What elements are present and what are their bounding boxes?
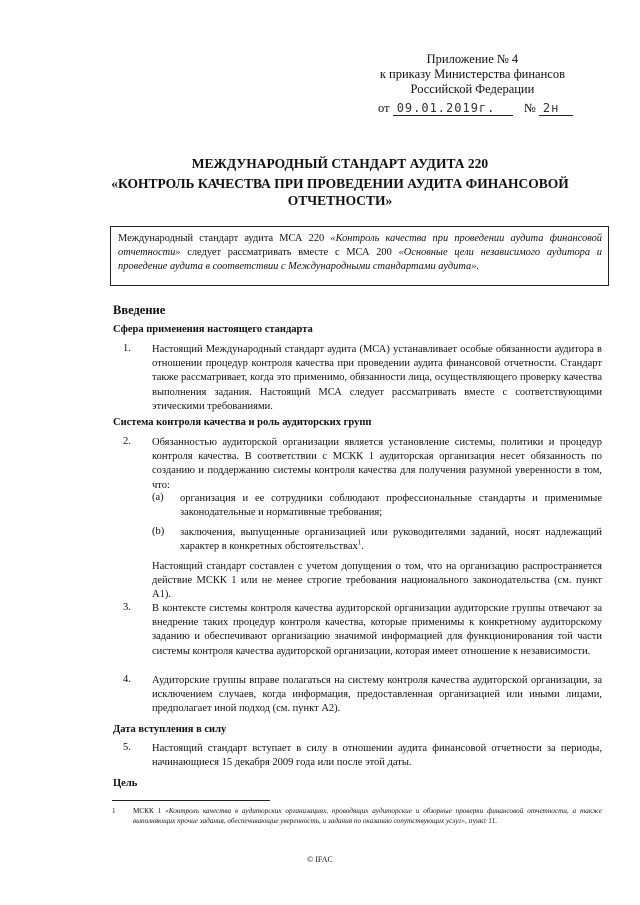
- intro-note-part-2: «Контроль качества при проведении аудита финансовой отчетности»: [118, 233, 602, 258]
- paragraph-2: Обязанностью аудиторской организации является установление системы, политики и процедур контроля качества. В соответствии с МСКК 1 аудиторская организация несет обязанность по созданию и поддержанию системы контроля качества для получения разумной уверенности в том, что:: [152, 437, 602, 491]
- footnote-title: «Контроль качества в аудиторских организациях, проводящих аудиторские и обзорные проверки финансовой отчетности, а также выполняющих прочие задания, обеспечивающие уверенность, и задания по оказанию сопутствующих услуг»: [133, 807, 603, 825]
- item-a-text: организация и ее сотрудники соблюдают профессиональные стандарты и применимые законодательные и нормативные требования;: [180, 493, 602, 519]
- paragraph-1-number: 1.: [123, 343, 131, 354]
- quality-system-heading: Система контроля качества и роль аудиторских групп: [113, 417, 372, 428]
- footnote-text: [133, 806, 602, 826]
- paragraph-1: Настоящий Международный стандарт аудита (МСА) устанавливает особые обязанности аудитора в отношении процедур контроля качества при проведении аудита финансовой отчетности. Стандарт также рассматривает, когда это применимо, обязанности лица, осуществляющего проверку качества выполнения задания. Настоящий МСА следует рассматривать вместе с соответствующими этическими требованиями.: [152, 344, 602, 412]
- footnote-tail: , пункт 11.: [465, 817, 497, 825]
- footnote-divider: [112, 800, 270, 801]
- paragraph-2-number: 2.: [123, 436, 131, 447]
- order-date-handwritten: 09.01.2019г.: [393, 101, 513, 116]
- intro-note-part-4: «Основные цели независимого аудитора и проведение аудита в соответствии с Международными стандартами аудита».: [118, 247, 602, 272]
- title-line-2: «КОНТРОЛЬ КАЧЕСТВА ПРИ ПРОВЕДЕНИИ АУДИТА ФИНАНСОВОЙ: [111, 176, 569, 191]
- paragraph-4-number: 4.: [123, 674, 131, 685]
- order-number-handwritten: 2н: [539, 101, 573, 116]
- item-b-text: заключения, выпущенные организацией или руководителями заданий, носят надлежащий характер в конкретных обстоятельствах$^1$.: [180, 527, 602, 553]
- paragraph-2-tail: Настоящий стандарт составлен с учетом допущения о том, что на организацию распространяется действие МСКК 1 или не менее строгие требования национального законодательства (см. пункт А1).: [152, 561, 602, 601]
- order-date-line: [378, 101, 573, 116]
- intro-note-part-1: Международный стандарт аудита МСА 220: [118, 233, 331, 244]
- intro-note-box: [110, 226, 609, 286]
- item-b-label: (b): [152, 526, 165, 537]
- intro-heading: Введение: [113, 303, 166, 317]
- scope-heading: Сфера применения настоящего стандарта: [113, 324, 313, 335]
- title-line-3: ОТЧЕТНОСТИ»: [287, 193, 393, 208]
- item-a-label: (a): [152, 492, 164, 503]
- copyright: © IFAC: [307, 855, 333, 864]
- item-b-body: заключения, выпущенные организацией или руководителями заданий, носят надлежащий характер в конкретных обстоятельствах: [180, 527, 602, 553]
- footnote-lead: МСКК 1: [133, 807, 166, 815]
- title-line-1: МЕЖДУНАРОДНЫЙ СТАНДАРТ АУДИТА 220: [191, 156, 489, 171]
- paragraph-3-number: 3.: [123, 602, 131, 613]
- paragraph-5: Настоящий стандарт вступает в силу в отношении аудита финансовой отчетности за периоды, начинающиеся 15 декабря 2009 года или после этой даты.: [152, 743, 602, 769]
- intro-note-text: [118, 232, 602, 274]
- appendix-line-2: к приказу Министерства финансов: [379, 67, 565, 81]
- paragraph-4: Аудиторские группы вправе полагаться на систему контроля качества аудиторской организации, за исключением случаев, когда информация, предоставленная организацией или иными лицами, предполагает иной подход (см. пункт А2).: [152, 675, 602, 715]
- objective-heading: Цель: [113, 778, 138, 789]
- number-label: №: [523, 101, 536, 115]
- standard-title: [100, 155, 580, 209]
- paragraph-3: В контексте системы контроля качества аудиторской организации аудиторские группы отвечают за внедрение таких процедур контроля качества, которые применимы к конкретному аудиторскому заданию и обеспечивают организацию значимой информацией для функционирования той части системы контроля качества аудиторской организации, которая имеет отношение к независимости.: [152, 603, 602, 657]
- footnote-mark: 1: [112, 807, 116, 815]
- appendix-line-1: Приложение № 4: [426, 52, 519, 66]
- footnote-reference: 1: [357, 538, 362, 547]
- appendix-header: [380, 52, 565, 97]
- effective-date-heading: Дата вступления в силу: [113, 724, 227, 735]
- appendix-line-3: Российской Федерации: [410, 82, 535, 96]
- date-prefix: от: [378, 101, 390, 115]
- intro-note-part-3: следует рассматривать вместе с МСА 200: [180, 247, 399, 258]
- paragraph-5-number: 5.: [123, 742, 131, 753]
